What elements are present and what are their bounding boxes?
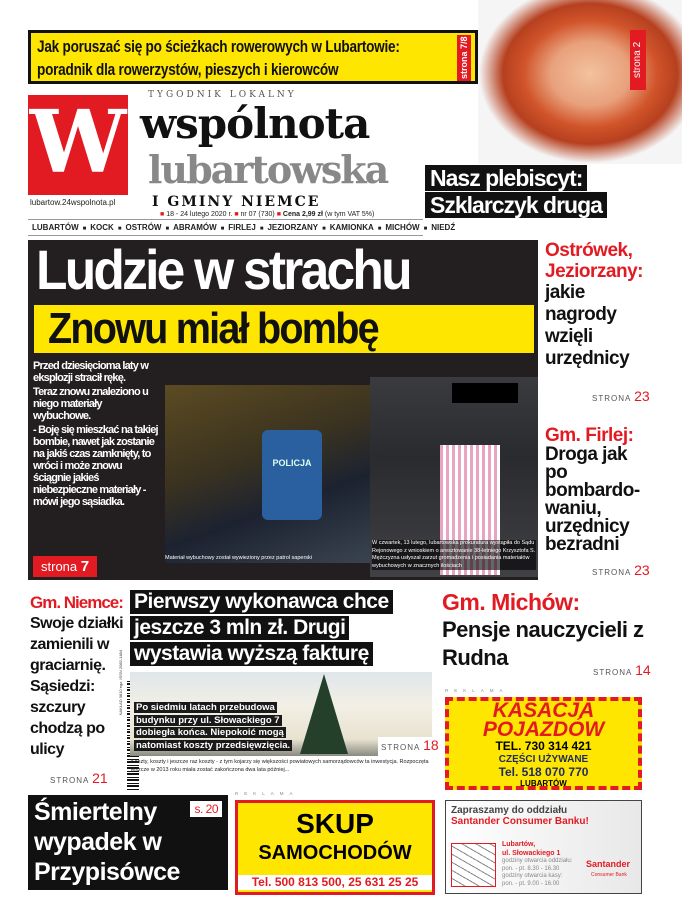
right-story-1[interactable]: [545, 240, 675, 370]
story-head: Gm. Firlej:: [545, 425, 634, 446]
masthead-title: wspólnota: [140, 99, 370, 148]
banner-page: strona 7/8: [459, 36, 469, 80]
mid-headline: Pierwszy wykonawca chce: [130, 590, 393, 614]
ad-label: REKLAMA: [445, 688, 509, 693]
ad-line: SKUP: [296, 808, 374, 839]
police-barrel: POLICJA: [262, 430, 322, 520]
logo: W: [29, 92, 127, 193]
barcode-text: NAKŁAD 3810 egz. ISSN 2082-1484: [118, 650, 123, 716]
censor-bar: [452, 383, 518, 403]
vat: (w tym VAT 5%): [324, 211, 375, 218]
story-body: Droga jak po bombardo-waniu, urzędnicy bezradni: [545, 444, 640, 555]
nav-separator: ■: [377, 226, 382, 232]
santander-logo: Santander: [586, 859, 631, 869]
story-page: STRONA 14: [593, 662, 651, 678]
story-page: s. 20: [190, 801, 222, 817]
ad-line: LUBARTÓW: [520, 779, 567, 788]
masthead-title2: lubartowska: [148, 147, 388, 192]
price: Cena 2,99 zł: [282, 211, 323, 218]
lead-p: - Boję się mieszkać na takiej bombie, nawet jak zostanie na jakiś czas zamknięty, to wróci i może znowu ściągnie jakieś niebezpieczne materiały - mówi jego sąsiadka.: [33, 424, 158, 508]
nav-separator: ■: [220, 226, 225, 232]
ad-line: Tel. 500 813 500, 25 631 25 25: [238, 875, 432, 890]
ad-label: REKLAMA: [235, 791, 299, 796]
ad-kasacja[interactable]: [445, 697, 642, 790]
nav-item[interactable]: NIEDŹ: [431, 223, 456, 232]
tree: [300, 674, 348, 754]
masthead-subtitle: I GMINY NIEMCE: [152, 194, 321, 210]
nav-separator: ■: [165, 226, 170, 232]
branch-info: Lubartów, ul. Słowackiego 1 godziny otwarcia oddziału: pon. - pt. 8.30 - 16.30 godziny otwarcia kasy: pon. - pt. 9.00 - 16.00: [502, 841, 573, 887]
niemce-story[interactable]: [30, 592, 125, 760]
right-story-2[interactable]: [545, 425, 675, 554]
mid-story[interactable]: [130, 590, 435, 668]
story-head: Ostrówek, Jeziorzany:: [545, 240, 643, 282]
michow-story[interactable]: [442, 588, 677, 672]
ad-skup[interactable]: [235, 800, 435, 895]
nav-separator: ■: [322, 226, 326, 232]
photo-text: Po siedmiu latach przebudowa budynku przy ul. Słowackiego 7 dobiegła końca. Niepokoić mogą natomiast koszty przedsięwzięcia.: [136, 702, 291, 751]
ad-line: TEL. 730 314 421: [495, 739, 592, 753]
story-head: Gm. Michów:: [442, 589, 580, 615]
story-head: Gm. Niemce:: [30, 593, 123, 612]
story-body: Swoje działki zamienili w graciarnię. Sąsiedzi: szczury chodzą po ulicy: [30, 615, 124, 758]
nav-separator: ■: [423, 226, 428, 232]
story-body: jakie nagrody wzięli urzędnicy: [545, 282, 630, 369]
nav-item[interactable]: OSTRÓW: [125, 223, 162, 232]
site-url[interactable]: lubartow.24wspolnota.pl: [30, 198, 116, 207]
nav-separator: ■: [82, 226, 87, 232]
santander-logo-sub: Consumer Bank: [591, 872, 627, 878]
story-page: STRONA 18: [378, 737, 442, 756]
plebiscite-line1[interactable]: Nasz plebiscyt:: [425, 165, 587, 191]
map-icon: [451, 843, 496, 887]
lead-text: [33, 360, 161, 510]
story-head: Śmiertelny wypadek w Przypisówce: [34, 798, 180, 886]
nav-item[interactable]: FIRLEJ: [228, 223, 256, 232]
lead-headline: Ludzie w strachu: [36, 238, 410, 301]
story-page: STRONA 23: [592, 388, 650, 404]
lead-p: Przed dziesięcioma laty w eksplozji stracił rękę.: [33, 360, 149, 384]
ad-line: KASACJA: [492, 699, 595, 722]
nav-bar: [28, 219, 456, 236]
nav-item[interactable]: LUBARTÓW: [32, 223, 79, 232]
nav-separator: ■: [259, 226, 264, 232]
masthead-kicker: TYGODNIK LOKALNY: [148, 90, 297, 100]
mid-caption: Koszty, koszty i jeszcze raz koszty - z tym kojarzy się większości powiatowych samorządowców ta inwestycja. Rozpoczęta jeszcze w 2013 roku miała zostać zakończona dwa lata później...: [131, 759, 429, 773]
ad-santander[interactable]: [445, 800, 642, 894]
story-body: Pensje nauczycieli z Rudna: [442, 617, 644, 670]
photo-page: strona 2: [630, 30, 646, 90]
suspect-caption: W czwartek, 13 lutego, lubartowska prokuratura wystąpiła do Sądu Rejonowego z wnioskiem o aresztowanie 38-letniego Krzysztofa S. Mężczyzna usłyszał zarzut gromadzenia i posiadania materiałów wybuchowych w znacznych ilościach: [372, 540, 536, 569]
story-page: STRONA 21: [50, 770, 108, 786]
mid-headline: jeszcze 3 mln zł. Drugi: [130, 616, 349, 640]
ad-line: POJAZDÓW: [482, 718, 605, 741]
lead-p: Teraz znowu znaleziono u niego materiały wybuchowe.: [33, 386, 149, 422]
banner-line2: poradnik dla rowerzystów, pieszych i kierowców: [37, 60, 339, 79]
nav-item[interactable]: KOCK: [90, 223, 114, 232]
ad-line: Tel. 518 070 770: [498, 765, 589, 779]
nav-item[interactable]: ABRAMÓW: [173, 223, 217, 232]
ad-line: Santander Consumer Banku!: [451, 816, 589, 827]
story-page: STRONA 23: [592, 562, 650, 578]
photo-caption: Materiał wybuchowy został wywieziony przez patrol saperski: [165, 555, 313, 561]
top-banner[interactable]: [28, 30, 478, 84]
lead-page-button[interactable]: [33, 556, 97, 577]
issue-date: 18 - 24 lutego 2020 r.: [166, 211, 233, 218]
ad-line: Zapraszamy do oddziału: [451, 805, 568, 816]
plebiscite-photo[interactable]: [478, 0, 682, 164]
ad-line: CZĘŚCI UŻYWANE: [498, 754, 589, 765]
strona-label: strona: [41, 559, 78, 574]
ad-line: SAMOCHODÓW: [258, 842, 412, 864]
issue-number: nr 07 (730): [240, 211, 275, 218]
nav-item[interactable]: MICHÓW: [385, 223, 420, 232]
strona-num: 7: [80, 558, 90, 575]
plebiscite-line2[interactable]: Szklarczyk druga: [425, 192, 607, 218]
nav-item[interactable]: KAMIONKA: [329, 223, 374, 232]
banner-line1: Jak poruszać się po ścieżkach rowerowych w Lubartowie:: [37, 37, 400, 56]
issue-info: ■ 18 - 24 lutego 2020 r. ■ nr 07 (730) ■ Cena 2,99 zł (w tym VAT 5%): [160, 211, 375, 218]
nav-item[interactable]: JEZIORZANY: [267, 223, 319, 232]
mid-headline: wystawia wyższą fakturę: [130, 642, 373, 666]
fatal-accident-story[interactable]: [28, 795, 228, 890]
nav-separator: ■: [117, 226, 122, 232]
lead-subhead: Znowu miał bombę: [48, 304, 378, 353]
